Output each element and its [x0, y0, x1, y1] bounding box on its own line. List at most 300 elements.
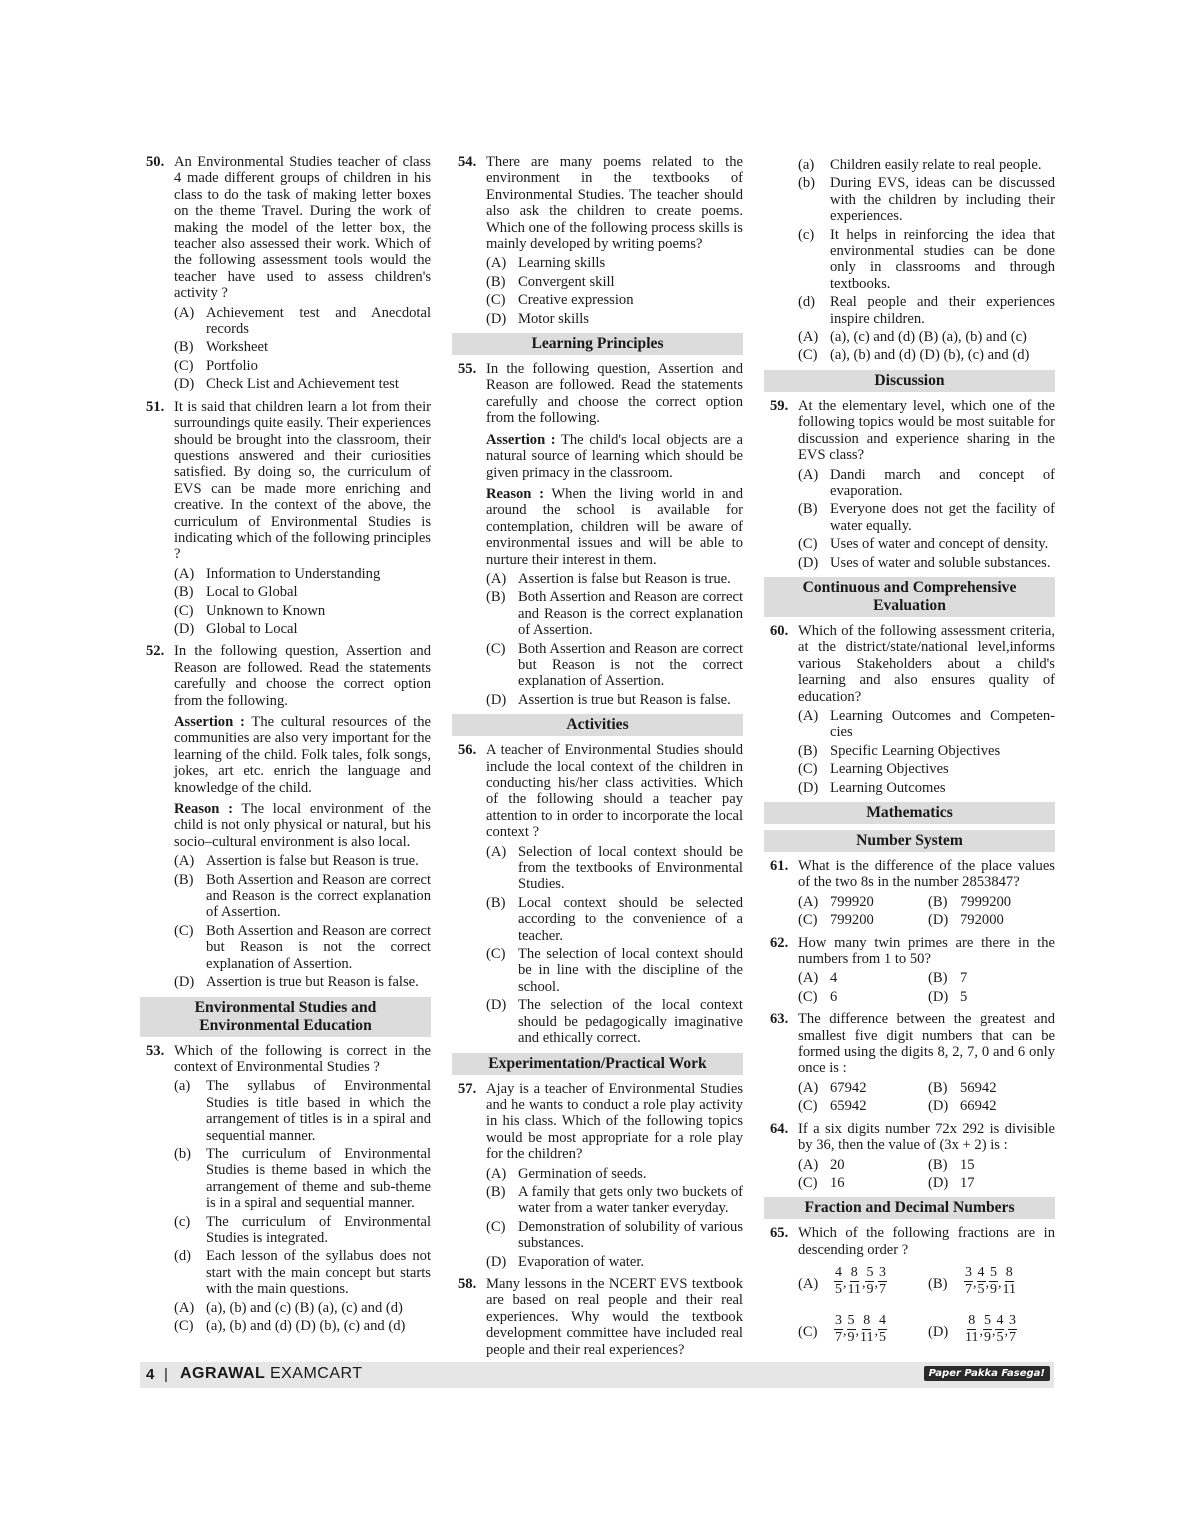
option-text: Uses of water and concept of density. [830, 536, 1049, 553]
question [764, 1225, 1055, 1352]
section-heading: Environmental Studies and Environmental Education [140, 997, 431, 1037]
option [928, 1098, 1058, 1114]
fraction [834, 1265, 843, 1298]
question [452, 361, 743, 708]
question [140, 1043, 431, 1335]
question [452, 742, 743, 1046]
option [486, 1184, 743, 1217]
option [486, 1166, 743, 1182]
question-number: 55. [458, 361, 477, 378]
numerator: 3 [835, 1313, 842, 1329]
option-text: Convergent skill [518, 273, 615, 290]
option-label: (B) [486, 894, 506, 911]
option-label: (A) [798, 1276, 819, 1293]
option-label: (D) [486, 997, 507, 1014]
fraction [847, 1313, 856, 1346]
option [928, 989, 1058, 1005]
option-text: 799920 [830, 893, 874, 910]
option-label: (B) [174, 584, 194, 601]
statement-label: Assertion : [486, 431, 556, 448]
option-label: (A) [174, 1299, 195, 1316]
question-number: 60. [770, 622, 789, 639]
statement-text: The cultural resources of the communities are also very important for the learning of the child. Folk tales, folk songs, jokes, art etc. enrich the language and knowledge of the child. [174, 714, 431, 796]
brand-logo [180, 1365, 363, 1383]
option-label: (C) [486, 640, 506, 657]
fraction [865, 1265, 874, 1298]
options-list [486, 1166, 743, 1270]
option-text: During EVS, ideas can be discussed with the children by including their experiences. [830, 175, 1055, 225]
fraction [847, 1265, 862, 1298]
option-label: (C) [486, 946, 506, 963]
option-text: The syllabus of Environmental Studies is title based in which the arrangement of titles is in a spiral and sequential manner. [206, 1078, 431, 1144]
option [798, 555, 1055, 571]
option-text: 66942 [960, 1098, 997, 1115]
question-text: There are many poems related to the environment in the textbooks of Environmental Studies. The teacher should also ask the children to create poems. Which one of the following process skills is mainly developed by writing poems? [486, 154, 743, 253]
numerator: 4 [835, 1265, 842, 1281]
option [174, 376, 431, 392]
option-label: (D) [928, 1324, 949, 1341]
denominator: 11 [860, 1330, 874, 1346]
numerator: 8 [1005, 1265, 1013, 1281]
option-label: (B) [486, 1183, 506, 1200]
option-label: (D) [174, 974, 195, 991]
option [174, 853, 431, 869]
question-number: 62. [770, 934, 789, 951]
option [798, 743, 1055, 759]
fraction-sequence [834, 1313, 887, 1346]
option [486, 589, 743, 638]
option-label: (C) [798, 536, 818, 553]
option [798, 912, 928, 928]
option-label: (A) [798, 1156, 819, 1173]
denominator: 5 [878, 1330, 886, 1346]
question-text: Which of the following is correct in the context of Environmental Studies ? [174, 1042, 431, 1075]
option-label: (B) [928, 1276, 948, 1293]
denominator: 7 [1008, 1330, 1016, 1346]
fraction [878, 1313, 887, 1346]
option-label: (D) [928, 988, 949, 1005]
question-number: 65. [770, 1225, 789, 1242]
numerator: 8 [968, 1313, 976, 1329]
question-number: 52. [146, 643, 165, 660]
option-text: Check List and Achievement test [206, 376, 399, 393]
option [486, 292, 743, 308]
option [486, 255, 743, 271]
option-label: (A) [798, 329, 819, 346]
option-label: (C) [798, 988, 818, 1005]
option-text: 56942 [960, 1079, 997, 1096]
option [174, 1248, 431, 1297]
option-label: (C) [798, 1098, 818, 1115]
fraction [983, 1313, 992, 1346]
option-text: Assertion is false but Reason is true. [206, 853, 419, 870]
fraction [1008, 1313, 1017, 1346]
options-list [174, 566, 431, 638]
option [798, 708, 1055, 741]
option [798, 780, 1055, 796]
fraction-option [798, 1264, 928, 1304]
section-heading: Activities [452, 714, 743, 736]
options-list [798, 708, 1055, 796]
options-list [486, 844, 743, 1047]
option-label: (B) [928, 893, 948, 910]
option-text: Worksheet [206, 339, 269, 356]
question [452, 1081, 743, 1270]
numerator: 8 [863, 1313, 871, 1329]
option-label: (d) [174, 1248, 192, 1265]
option-text: Assertion is false but Reason is true. [518, 570, 731, 587]
option-text: Assertion is true but Reason is false. [206, 974, 419, 991]
fraction-option [798, 1312, 928, 1352]
numerator: 8 [850, 1265, 858, 1281]
statement-text: When the living world in and around the school is available for contemplation, children will be aware of environmental issues and will be able to nurture their interest in them. [486, 485, 743, 568]
question-number: 54. [458, 154, 477, 170]
option-label: (C) [798, 761, 818, 778]
question-text: An Environmental Studies teacher of class 4 made different groups of children in his class to do the task of making letter boxes on the theme Travel. During the work of making the model of the letter box, the teacher also assessed their work. Which of the following assessment tools would the teacher have used to assess children's activity ? [174, 154, 431, 302]
brand-name-part1: AGRAWAL [180, 1365, 270, 1382]
question-number: 57. [458, 1080, 477, 1097]
options-list [798, 467, 1055, 571]
page-number: 4 [146, 1366, 155, 1383]
option [486, 946, 743, 995]
option-label: (B) [928, 970, 948, 987]
statement-text: The local environment of the child is not only physical or natural, but his socio–cultural environment is also local. [174, 801, 431, 850]
option [486, 1254, 743, 1270]
option [798, 989, 928, 1005]
question-number: 64. [770, 1120, 789, 1137]
option [486, 311, 743, 327]
option [928, 912, 1058, 928]
option-label: (D) [486, 691, 507, 708]
question [140, 154, 431, 393]
option [798, 294, 1055, 327]
fraction [1002, 1265, 1017, 1298]
options-list [174, 1078, 431, 1334]
question-text: In the following question, Assertion and Reason are followed. Read the statements carefully and choose the correct option from the following. [174, 643, 431, 709]
option-text: 7 [960, 970, 968, 987]
option-text: (a), (c) and (d) (B) (a), (b) and (c) [830, 329, 1027, 346]
option-text: 5 [960, 988, 968, 1005]
option-text: 7999200 [960, 893, 1012, 910]
option [174, 566, 431, 582]
denominator: 5 [977, 1282, 985, 1298]
option-text: 67942 [830, 1079, 867, 1096]
option [174, 974, 431, 990]
options-grid [798, 970, 1055, 1005]
option-text: Demonstration of solubility of various substances. [518, 1218, 743, 1252]
denominator: 7 [965, 1282, 972, 1298]
option [798, 467, 1055, 500]
option-label: (C) [174, 357, 194, 374]
denominator: 11 [965, 1330, 979, 1346]
option-text: 16 [830, 1174, 845, 1191]
option [174, 1214, 431, 1247]
question-text: It is said that children learn a lot from their surroundings quite easily. Their experiences should be brought into the classroom, their questions answered and their curiosities satisfied. By doing so, the curriculum of EVS can be made more enriching and creative. In the context of the above, the curriculum of Environmental Studies is indicating which of the following principles ? [174, 398, 431, 563]
option-label: (c) [798, 226, 815, 243]
question-text: Many lessons in the NCERT EVS textbook are based on real people and their real experiences. Why would the textbook development committee have included real people and their real experiences? [486, 1275, 743, 1358]
option [798, 1098, 928, 1114]
option-text: Real people and their experiences inspire children. [830, 294, 1055, 327]
denominator: 7 [835, 1330, 842, 1346]
denominator: 9 [847, 1330, 855, 1346]
question-text: What is the difference of the place values of the two 8s in the number 2853847? [798, 858, 1055, 891]
option-label: (B) [486, 273, 506, 290]
option [174, 621, 431, 637]
option [174, 584, 431, 600]
option [174, 923, 431, 972]
option-label: (B) [798, 742, 818, 759]
option-label: (D) [928, 1098, 949, 1115]
question-text: Ajay is a teacher of Environmental Studies and he wants to conduct a role play activity in his class. Which of the following topics would be most appropriate for a role play for the children? [486, 1080, 743, 1163]
option [486, 641, 743, 690]
option-label: (A) [174, 853, 195, 870]
option-label: (C) [174, 922, 194, 939]
numerator: 5 [990, 1265, 997, 1281]
option [174, 603, 431, 619]
comma: , [991, 1324, 996, 1340]
option-text: 6 [830, 988, 838, 1005]
question-number: 63. [770, 1011, 789, 1028]
fraction [995, 1313, 1004, 1346]
options-grid [798, 894, 1055, 929]
option [486, 274, 743, 290]
fraction-option [928, 1312, 1058, 1352]
option-text: Achievement test and Anecdotal records [206, 304, 431, 338]
option [486, 895, 743, 944]
numerator: 3 [965, 1265, 972, 1281]
denominator: 11 [1002, 1282, 1016, 1298]
numerator: 3 [878, 1265, 886, 1281]
fraction [964, 1265, 973, 1298]
section-heading: Fraction and Decimal Numbers [764, 1197, 1055, 1219]
option [486, 571, 743, 587]
option-text: The selection of local context should be in line with the discipline of the school. [518, 946, 743, 995]
fraction-sequence [964, 1313, 1017, 1346]
option-label: (D) [486, 1253, 507, 1270]
statement [174, 801, 431, 850]
option-label: (A) [174, 565, 195, 582]
option-text: The curriculum of Environmental Studies is integrated. [206, 1213, 431, 1246]
option-label: (C) [798, 912, 818, 929]
option [798, 157, 1055, 173]
question-text: At the elementary level, which one of the following topics would be most suitable for discussion and experience sharing in the EVS class? [798, 397, 1055, 464]
column-left [140, 154, 431, 1340]
option [174, 339, 431, 355]
option-text: Specific Learning Objectives [830, 742, 1001, 759]
option-text: Evaporation of water. [518, 1253, 645, 1270]
option-label: (B) [928, 1156, 948, 1173]
question-number: 51. [146, 398, 165, 415]
option-text: 4 [830, 970, 838, 987]
question-text: Which of the following assessment criteria, at the district/state/national level,informs various Stakeholders about a child's learning and also ensures quality of education? [798, 622, 1055, 705]
option [174, 1146, 431, 1212]
question-text: A teacher of Environmental Studies should include the local context of the children in conducting his/her class activities. Which of the following should a teacher pay attention to in order to incorporate the local context ? [486, 742, 743, 841]
option-label: (D) [174, 376, 195, 393]
option [174, 1300, 431, 1316]
fraction-option [928, 1264, 1058, 1304]
option-label: (A) [798, 1079, 819, 1096]
option-text: 17 [960, 1174, 975, 1191]
option [928, 894, 1058, 910]
option-label: (A) [486, 255, 507, 272]
option-label: (a) [798, 157, 815, 173]
comma: , [998, 1276, 1002, 1292]
option-label: (A) [798, 707, 819, 724]
question-text: In the following question, Assertion and Reason are followed. Read the statements carefully and choose the correct option from the following. [486, 361, 743, 427]
option-label: (b) [798, 175, 816, 192]
option-text: It helps in reinforcing the idea that environmental studies can be done only in classrooms and through textbooks. [830, 226, 1055, 292]
question [764, 1121, 1055, 1192]
statement-label: Assertion : [174, 714, 245, 730]
brand-name-part2: EXAMCART [269, 1365, 363, 1382]
option-text: Both Assertion and Reason are correct and Reason is the correct explanation of Assertion. [518, 589, 743, 639]
denominator: 9 [990, 1282, 997, 1298]
option [174, 358, 431, 374]
denominator: 5 [835, 1282, 842, 1298]
section-heading: Learning Principles [452, 333, 743, 355]
comma: , [843, 1324, 847, 1340]
option-text: Portfolio [206, 357, 258, 374]
statement [174, 714, 431, 796]
option-text: 792000 [960, 912, 1004, 929]
options-list [798, 157, 1055, 364]
option-text: Both Assertion and Reason are correct but Reason is not the correct explanation of Assertion. [518, 640, 743, 690]
option-label: (A) [486, 570, 507, 587]
denominator: 7 [878, 1282, 886, 1298]
numerator: 3 [1008, 1313, 1016, 1329]
option-text: (a), (b) and (c) (B) (a), (c) and (d) [206, 1299, 403, 1316]
question [452, 154, 743, 327]
option [486, 844, 743, 893]
numerator: 4 [996, 1313, 1004, 1329]
option-text: Each lesson of the syllabus does not start with the main concept but starts with the main questions. [206, 1248, 431, 1298]
comma: , [874, 1276, 878, 1292]
options-list [174, 305, 431, 393]
statement-label: Reason : [486, 485, 544, 502]
option-text: Selection of local context should be from the textbooks of Environmental Studies. [518, 843, 743, 893]
denominator: 9 [866, 1282, 874, 1298]
numerator: 4 [878, 1313, 886, 1329]
statement [486, 432, 743, 481]
fraction [878, 1265, 887, 1298]
option-label: (C) [798, 347, 818, 364]
section-heading: Continuous and Comprehensive Evaluation [764, 577, 1055, 617]
option [174, 305, 431, 338]
option [798, 1080, 928, 1096]
question [764, 935, 1055, 1006]
option-label: (B) [928, 1079, 948, 1096]
denominator: 5 [996, 1330, 1004, 1346]
option-label: (B) [486, 589, 506, 606]
comma: , [979, 1324, 983, 1340]
option-text: Assertion is true but Reason is false. [518, 691, 731, 708]
question-number: 56. [458, 742, 477, 759]
option-label: (D) [928, 1174, 949, 1191]
denominator: 9 [983, 1330, 991, 1346]
option [798, 894, 928, 910]
option [798, 329, 1055, 345]
fraction [977, 1265, 986, 1298]
question-number: 59. [770, 397, 789, 414]
fraction [989, 1265, 998, 1298]
option-label: (B) [174, 871, 194, 888]
fraction-sequence [964, 1265, 1017, 1298]
option-label: (d) [798, 294, 816, 311]
question [764, 858, 1055, 929]
options-list [486, 255, 743, 327]
option-label: (C) [798, 1324, 818, 1341]
brand-tagline: Paper Pakka Fasega! [924, 1366, 1050, 1381]
option-label: (D) [928, 912, 949, 929]
comma: , [985, 1276, 989, 1292]
option [174, 872, 431, 921]
options-list [174, 853, 431, 990]
option-text: Uses of water and soluble substances. [830, 554, 1051, 571]
question-text: If a six digits number 72x 292 is divisible by 36, then the value of (3x + 2) is : [798, 1120, 1055, 1154]
option-text: Motor skills [518, 310, 589, 327]
option-label: (B) [174, 339, 194, 356]
option [486, 692, 743, 708]
option-text: Learning skills [518, 255, 606, 272]
option [798, 970, 928, 986]
option [928, 1175, 1058, 1191]
question [764, 398, 1055, 571]
option [928, 970, 1058, 986]
option-text: Local to Global [206, 584, 298, 601]
option-label: (A) [798, 893, 819, 910]
question [140, 643, 431, 990]
option [798, 536, 1055, 552]
option-label: (b) [174, 1145, 192, 1162]
question-number: 61. [770, 858, 789, 874]
option-text: Unknown to Known [206, 602, 326, 619]
numerator: 5 [983, 1313, 991, 1329]
comma: , [861, 1276, 866, 1292]
option-text: (a), (b) and (d) (D) (b), (c) and (d) [830, 347, 1030, 364]
numerator: 4 [977, 1265, 985, 1281]
option-text: The curriculum of Environmental Studies is theme based in which the arrangement of theme and sub-theme is in a spiral and sequential manner. [206, 1145, 431, 1212]
option-text: Creative expression [518, 292, 634, 309]
option-text: Both Assertion and Reason are correct but Reason is not the correct explanation of Assertion. [206, 922, 431, 972]
statement-text: The child's local objects are a natural source of learning which should be given primacy in the classroom. [486, 431, 743, 481]
question [764, 157, 1055, 364]
option-text: A family that gets only two buckets of water from a water tanker everyday. [518, 1183, 743, 1217]
section-heading: Experimentation/Practical Work [452, 1053, 743, 1075]
options-grid [798, 1157, 1055, 1192]
option [486, 1219, 743, 1252]
question [764, 623, 1055, 796]
option-label: (C) [486, 1218, 506, 1235]
option-label: (A) [174, 304, 195, 321]
option [174, 1318, 431, 1334]
fraction [834, 1313, 843, 1346]
option-text: Learning Outcomes [830, 779, 946, 796]
option-text: Global to Local [206, 620, 298, 637]
option [798, 347, 1055, 363]
option-text: Learning Objectives [830, 761, 949, 778]
denominator: 11 [847, 1282, 861, 1298]
fraction-sequence [834, 1265, 887, 1298]
option-label: (B) [798, 501, 818, 518]
statement [486, 486, 743, 568]
column-middle [452, 154, 743, 1364]
fraction [964, 1313, 979, 1346]
question-number: 53. [146, 1042, 165, 1059]
option-label: (D) [798, 779, 819, 796]
question-text: Which of the following fractions are in descending order ? [798, 1225, 1055, 1258]
option-text: (a), (b) and (d) (D) (b), (c) and (d) [206, 1318, 406, 1334]
option-label: (C) [798, 1174, 818, 1191]
